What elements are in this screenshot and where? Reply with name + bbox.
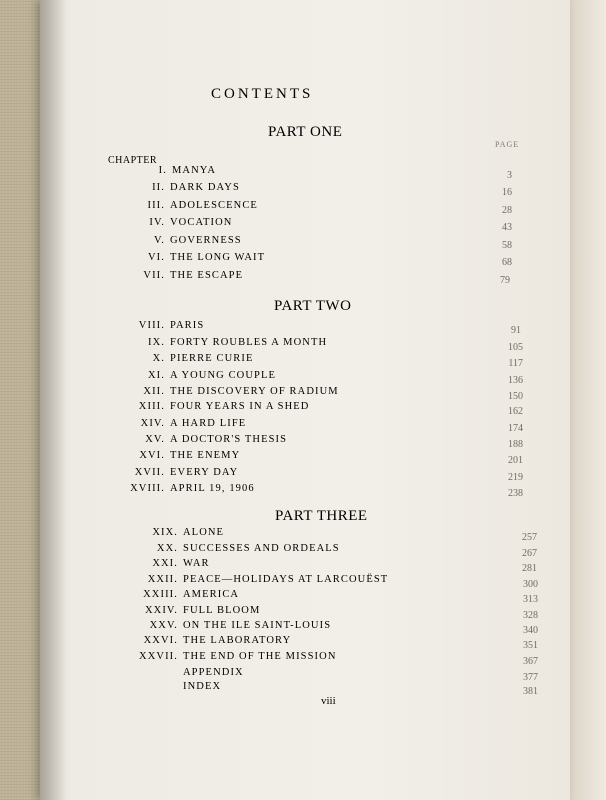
chapter-title: FULL BLOOM [183,605,261,616]
chapter-title: ON THE ILE SAINT-LOUIS [183,620,332,631]
page-number: 377 [523,672,538,683]
part-one-heading: PART ONE [268,124,343,140]
chapter-numeral: VI. [147,252,165,263]
page-number: 201 [508,455,523,466]
chapter-title: PARIS [170,320,205,331]
chapter-numeral: XX. [156,543,178,554]
chapter-numeral: XXVI. [143,635,178,646]
page-number: 105 [508,342,523,353]
page-number: 267 [522,548,537,559]
chapter-numeral: XIII. [138,401,165,412]
chapter-title: THE LONG WAIT [170,252,266,263]
page-number: 91 [511,325,521,336]
chapter-numeral: IX. [147,337,165,348]
chapter-title: DARK DAYS [170,182,240,193]
chapter-title: A YOUNG COUPLE [170,370,277,381]
chapter-numeral: XXVII. [139,651,178,662]
chapter-numeral: XII. [143,386,165,397]
page-number: 219 [508,472,523,483]
chapter-title: EVERY DAY [170,467,239,478]
page-number: 3 [507,170,512,181]
page-number: 136 [508,375,523,386]
chapter-title: GOVERNESS [170,235,242,246]
chapter-numeral: III. [147,200,165,211]
page-number: 150 [508,391,523,402]
page-number: 367 [523,656,538,667]
chapter-title: AMERICA [183,589,240,600]
chapter-numeral: XXII. [147,574,178,585]
chapter-numeral: XXIII. [143,589,178,600]
chapter-title: A HARD LIFE [170,418,247,429]
chapter-column-header: CHAPTER [108,155,158,166]
page-number: 43 [502,222,512,233]
chapter-title: PIERRE CURIE [170,353,254,364]
contents-title: CONTENTS [211,86,314,102]
chapter-title: APPENDIX [183,667,244,678]
chapter-title: PEACE—HOLIDAYS AT LARCOUËST [183,574,389,585]
chapter-title: THE DISCOVERY OF RADIUM [170,386,339,397]
chapter-title: SUCCESSES AND ORDEALS [183,543,340,554]
chapter-numeral: I. [158,165,167,176]
page-gutter-shadow [40,0,66,800]
page-number: 313 [523,594,538,605]
chapter-numeral: XVI. [139,450,165,461]
chapter-numeral: XXIV. [144,605,178,616]
chapter-title: INDEX [183,681,222,692]
page-number: 340 [523,625,538,636]
facing-page-edge [566,0,606,800]
page-number: 300 [523,579,538,590]
part-two-heading: PART TWO [274,298,352,314]
chapter-numeral: XIX. [152,527,178,538]
page-number: 58 [502,240,512,251]
chapter-title: THE END OF THE MISSION [183,651,337,662]
chapter-title: VOCATION [170,217,233,228]
chapter-numeral: II. [152,182,165,193]
page-number: 381 [523,686,538,697]
chapter-numeral: XI. [147,370,165,381]
chapter-numeral: VIII. [138,320,165,331]
chapter-title: THE LABORATORY [183,635,292,646]
page-number: 281 [522,563,537,574]
chapter-title: FOUR YEARS IN A SHED [170,401,310,412]
page-number: 117 [508,358,523,369]
page-number: 68 [502,257,512,268]
page-number: 328 [523,610,538,621]
page-folio: viii [321,695,336,707]
page-number: 28 [502,205,512,216]
part-three-heading: PART THREE [275,508,368,524]
chapter-numeral: XVIII. [130,483,165,494]
page-column-header: PAGE [495,140,520,149]
page-number: 162 [508,406,523,417]
chapter-title: A DOCTOR'S THESIS [170,434,288,445]
page-number: 174 [508,423,523,434]
chapter-numeral: XXI. [152,558,178,569]
page-number: 16 [502,187,512,198]
chapter-numeral: XVII. [134,467,165,478]
chapter-numeral: XIV. [140,418,165,429]
book-page [40,0,570,800]
page-number: 79 [500,275,510,286]
chapter-title: ALONE [183,527,225,538]
chapter-title: WAR [183,558,210,569]
page-number: 257 [522,532,537,543]
chapter-numeral: V. [153,235,165,246]
chapter-title: MANYA [172,165,217,176]
page-number: 188 [508,439,523,450]
chapter-numeral: XV. [145,434,165,445]
chapter-title: APRIL 19, 1906 [170,483,255,494]
page-number: 351 [523,640,538,651]
chapter-numeral: XXV. [149,620,178,631]
chapter-numeral: VII. [143,270,165,281]
chapter-numeral: X. [152,353,165,364]
chapter-title: THE ESCAPE [170,270,244,281]
chapter-title: THE ENEMY [170,450,241,461]
chapter-numeral: IV. [149,217,165,228]
chapter-title: ADOLESCENCE [170,200,258,211]
chapter-title: FORTY ROUBLES A MONTH [170,337,328,348]
page-number: 238 [508,488,523,499]
